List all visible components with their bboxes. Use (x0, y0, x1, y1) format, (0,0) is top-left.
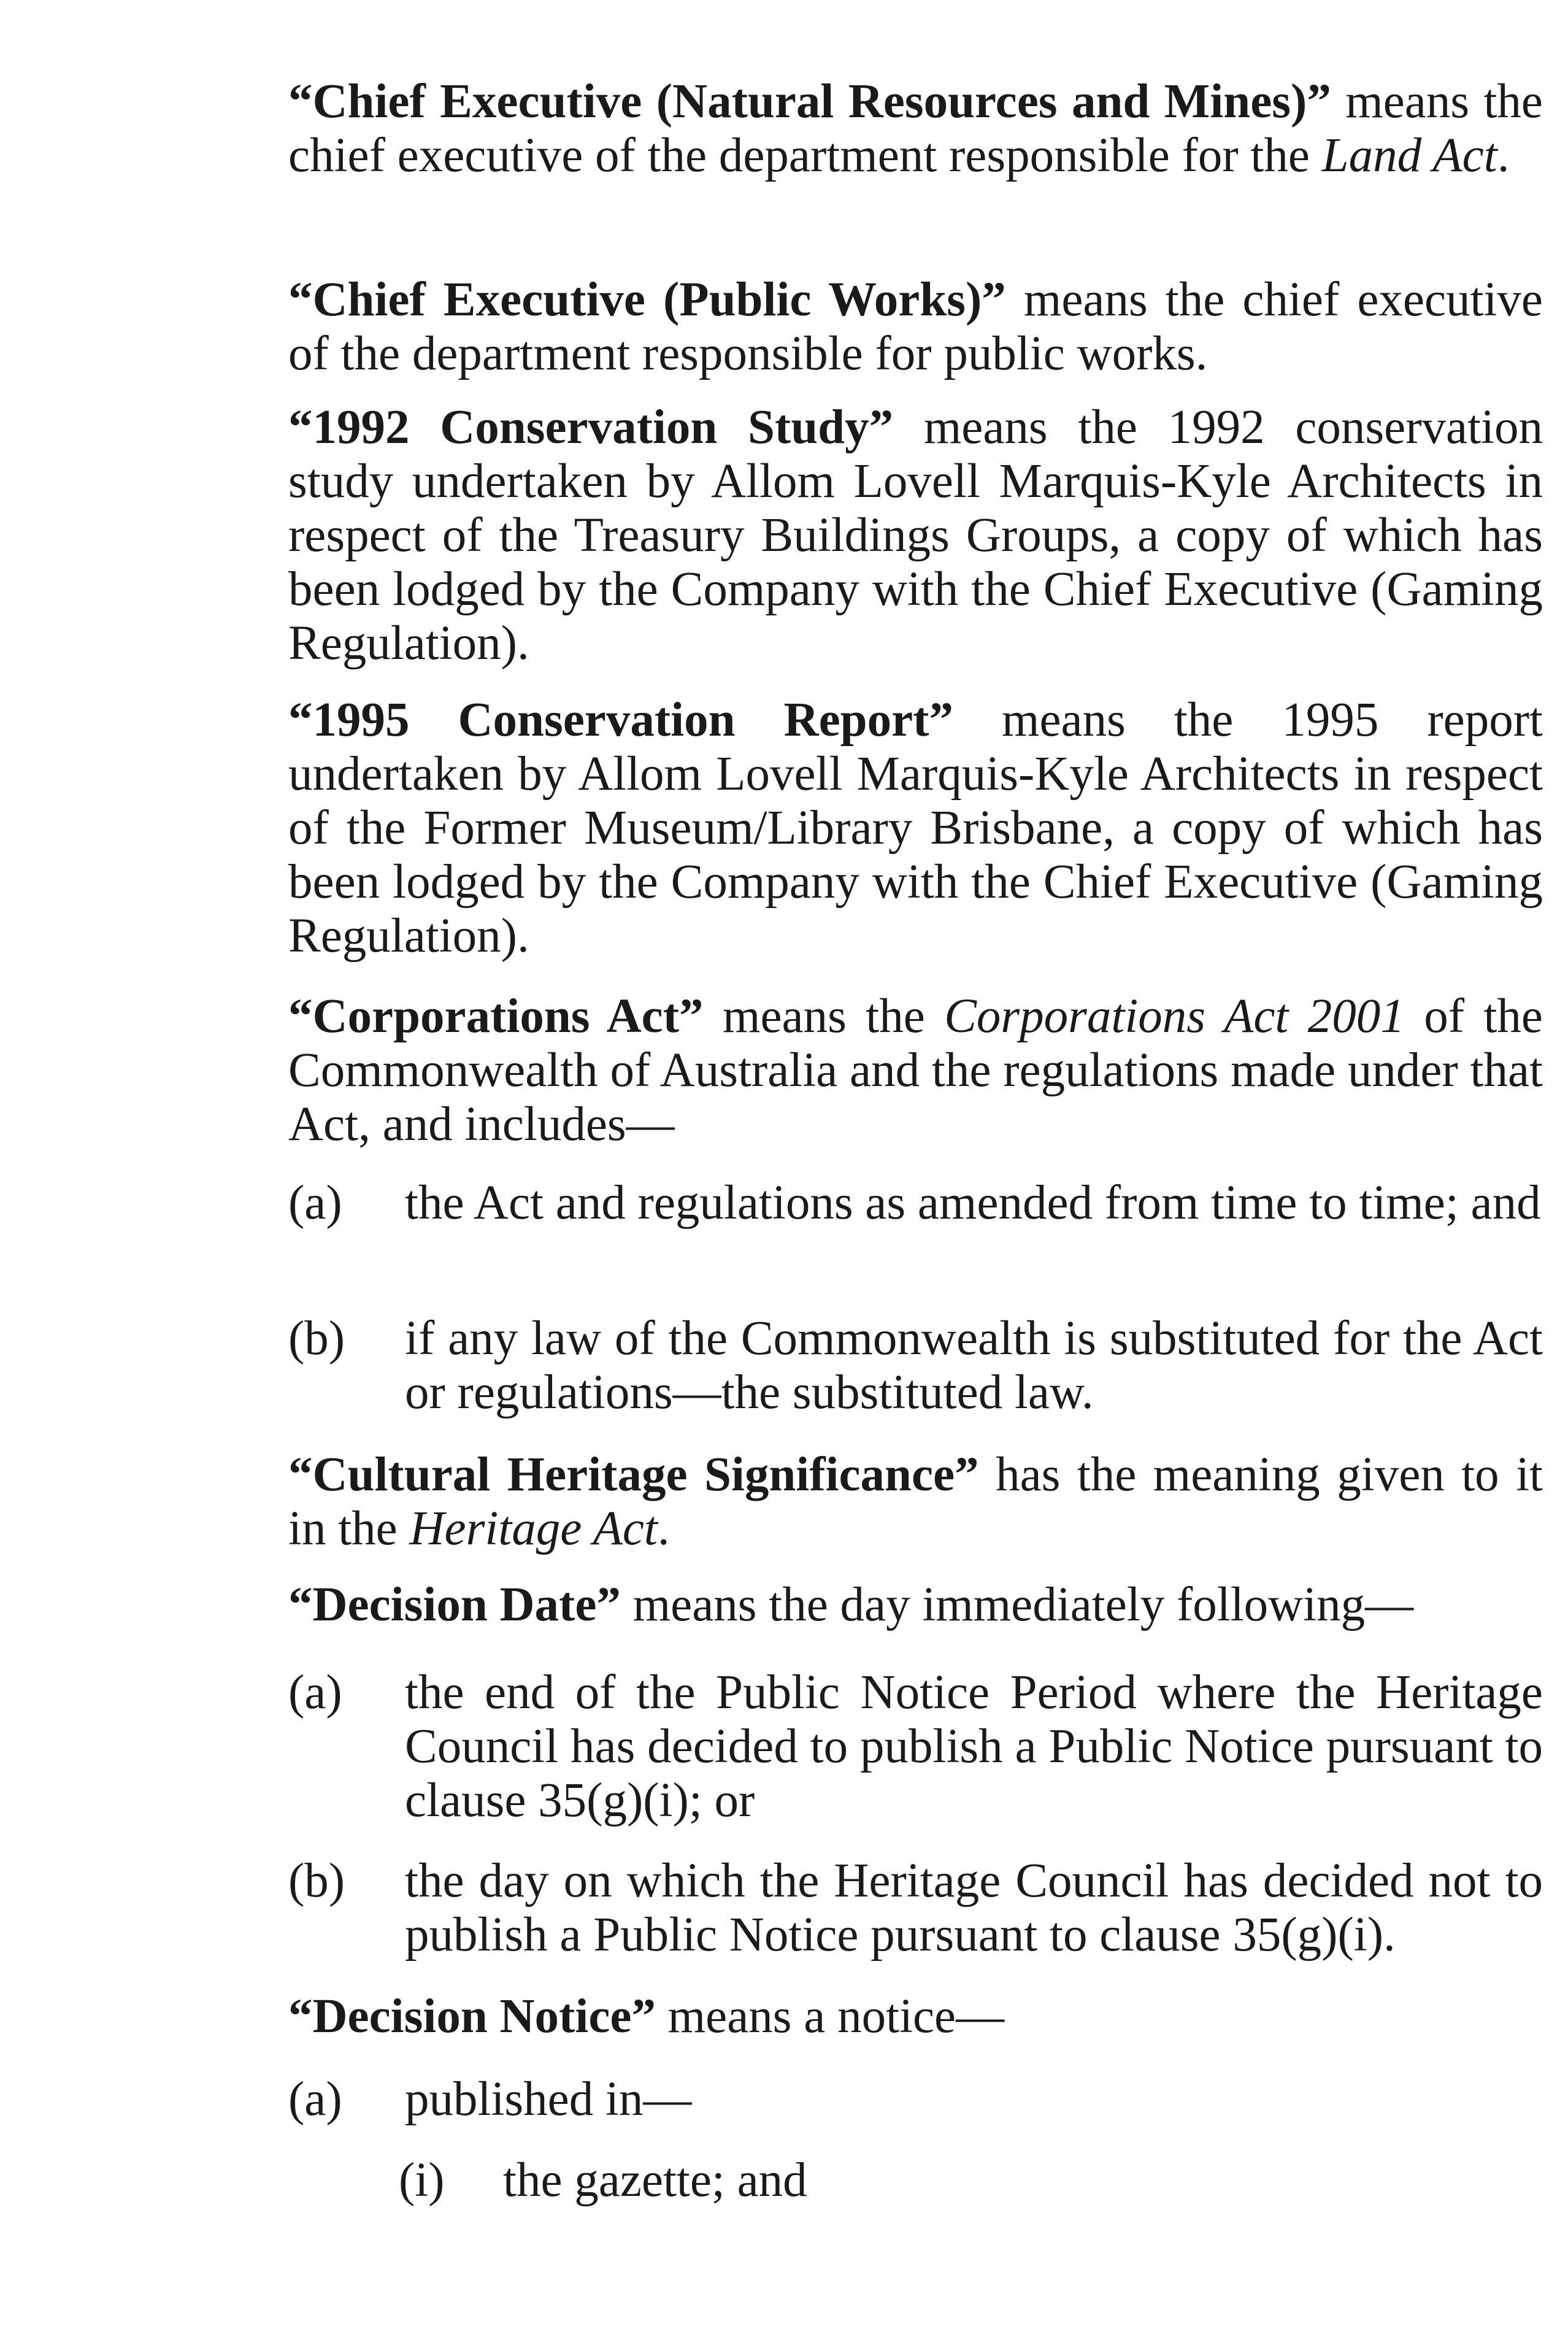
definition-text: has the meaning given to it in the (288, 1448, 1543, 1555)
item-text: the day on which the Heritage Council has decided not to publish a Public Notice pursuant to clause 35(g)(i). (405, 1854, 1543, 1962)
item-label: (a) (288, 2073, 342, 2126)
definition-text: means a notice— (655, 1990, 1005, 2043)
definition-text: means the chief executive of the department responsible for the (288, 75, 1543, 182)
item-text: published in— (405, 2073, 692, 2126)
defined-term: “Decision Notice” (288, 1990, 656, 2043)
sub-item-text: the gazette; and (503, 2154, 807, 2207)
item-label: (a) (288, 1176, 342, 1230)
list-item (288, 1854, 1543, 1962)
sub-list-item (399, 2154, 1543, 2208)
definition-text: means the 1995 report undertaken by Allom Lovell Marquis-Kyle Architects in respect of the Former Museum/Library Brisbane, a copy of which has been lodged by the Company with the Chief Executive (Gaming Regulation). (288, 693, 1543, 963)
item-label: (b) (288, 1854, 345, 1908)
definition-cultural-heritage-significance (288, 1448, 1543, 1556)
act-title: Heritage Act (409, 1502, 658, 1555)
act-title: Land Act (1321, 129, 1497, 182)
definition-text: means the chief executive of the department responsible for public works. (288, 273, 1543, 380)
definition-1995-conservation-report (288, 693, 1543, 963)
defined-term: “1995 Conservation Report” (288, 693, 953, 747)
list-item (288, 1666, 1543, 1828)
defined-term: “Decision Date” (288, 1578, 621, 1631)
item-text: the Act and regulations as amended from time to time; and (405, 1176, 1541, 1230)
definition-text-end: of the Commonwealth of Australia and the regulations made under that Act, and includes— (288, 990, 1543, 1151)
definition-text-end: . (657, 1502, 670, 1555)
item-label: (a) (288, 1666, 342, 1719)
definition-1992-conservation-study (288, 401, 1543, 671)
defined-term: “1992 Conservation Study” (288, 401, 894, 454)
defined-term: “Chief Executive (Natural Resources and Mines)” (288, 75, 1331, 128)
definition-chief-executive-public-works (288, 273, 1543, 381)
definition-decision-date (288, 1578, 1543, 1632)
item-text: the end of the Public Notice Period where the Heritage Council has decided to publish a Public Notice pursuant to clause 35(g)(i); or (405, 1666, 1543, 1827)
item-text: if any law of the Commonwealth is substituted for the Act or regulations—the substituted law. (405, 1312, 1543, 1419)
definition-decision-notice (288, 1990, 1543, 2044)
item-label: (b) (288, 1312, 345, 1365)
list-item (288, 2073, 1543, 2127)
list-item (288, 1176, 1543, 1230)
act-title: Corporations Act 2001 (944, 990, 1405, 1043)
definition-text-end: . (1497, 129, 1510, 182)
definition-text: means the (703, 990, 945, 1043)
definition-text: means the day immediately following— (620, 1578, 1414, 1631)
definition-chief-executive-nrm (288, 75, 1543, 183)
sub-item-label: (i) (399, 2154, 445, 2207)
definition-text: means the 1992 conservation study undertaken by Allom Lovell Marquis-Kyle Architects in respect of the Treasury Buildings Groups, a copy of which has been lodged by the Company with the Chief Executive (Gaming Regulation). (288, 401, 1543, 670)
defined-term: “Chief Executive (Public Works)” (288, 273, 1006, 326)
list-item (288, 1312, 1543, 1420)
definition-corporations-act (288, 990, 1543, 1152)
defined-term: “Corporations Act” (288, 990, 704, 1043)
defined-term: “Cultural Heritage Significance” (288, 1448, 979, 1501)
